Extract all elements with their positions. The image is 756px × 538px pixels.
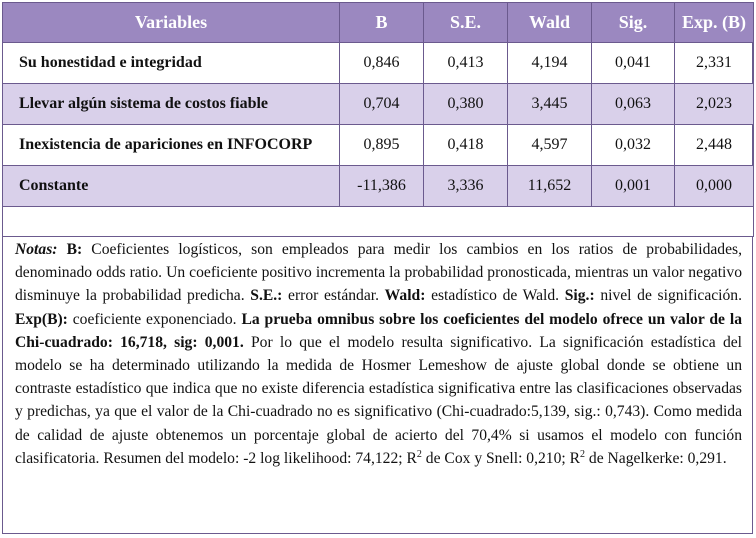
row-variable: Constante [3,166,340,207]
cell-se: 0,413 [424,43,508,84]
table-row [3,84,754,125]
spacer-cell [3,207,754,237]
cell-wald: 3,445 [508,84,592,125]
cell-expb: 2,023 [675,84,754,125]
notes-text-3: estadístico de Wald. [425,287,565,305]
sig-label: Sig.: [564,287,595,305]
omnibus-sentence: La prueba omnibus sobre los coeficientes del modelo ofrece un valor de la Chi-cuadrado: 16,718, sig: 0,001. [15,310,742,351]
expb-label: Exp(B): [15,310,68,328]
cell-expb: 0,000 [675,166,754,207]
cell-se: 0,380 [424,84,508,125]
header-row [3,3,754,43]
b-label: B: [66,241,83,258]
cell-sig: 0,041 [592,43,675,84]
notes-text-8: de Nagelkerke: 0,291. [585,449,727,467]
cell-wald: 4,597 [508,125,592,166]
header-wald: Wald [508,3,592,43]
header-sig: Sig. [592,3,675,43]
cell-b: 0,704 [340,84,424,125]
header-b: B [340,3,424,43]
cell-b: 0,895 [340,125,424,166]
superscript-2: 2 [416,448,422,460]
notes-text-1: Coeficientes logísticos, son empleados para medir los cambios en los ratios de probabilidades, denominado odds ratio. Un coeficiente positivo incrementa la probabilidad pronosticada, mientras un valor negativo disminuye la probabilidad predicha. [15,241,742,305]
cell-sig: 0,001 [592,166,675,207]
wald-label: Wald: [384,287,426,305]
notes-text-4: nivel de significación. [594,287,742,305]
header-variables: Variables [3,3,340,43]
se-label: S.E.: [250,287,283,305]
superscript-2: 2 [580,448,586,460]
cell-b: -11,386 [340,166,424,207]
cell-expb: 2,448 [675,125,754,166]
notes-text-2: error estándar. [282,287,385,305]
cell-se: 3,336 [424,166,508,207]
header-se: S.E. [424,3,508,43]
cell-wald: 11,652 [508,166,592,207]
table-row [3,43,754,84]
notes-paragraph [15,238,742,470]
cell-sig: 0,063 [592,84,675,125]
notes-text-6: Por lo que el modelo resulta significativo. La significación estadística del modelo se ha determinado utilizando la medida de Hosmer Lemeshow de ajuste global donde se obtiene un contraste estadístico que indica que no existe diferencia estadística significativa entre las clasificaciones observadas y predichas, ya que el valor de la Chi-cuadrado no es significativo (Chi-cuadrado:5,139, sig.: 0,743). Como medida de calidad de ajuste obtenemos un porcentaje global de acierto del 70,4% si usamos el modelo con función clasificatoria. Resumen del modelo: -2 log likelihood: 74,122; R [15,333,742,467]
notes-text-7: de Cox y Snell: 0,210; R [421,449,581,467]
cell-se: 0,418 [424,125,508,166]
table-row [3,125,754,166]
cell-wald: 4,194 [508,43,592,84]
spacer-row [3,207,754,237]
notes-text-5: coeficiente exponenciado. [67,310,242,328]
row-variable: Inexistencia de apariciones en INFOCORP [3,125,340,166]
cell-sig: 0,032 [592,125,675,166]
notes-label: Notas: [15,241,58,258]
regression-table [2,2,754,237]
row-variable: Su honestidad e integridad [3,43,340,84]
row-variable: Llevar algún sistema de costos fiable [3,84,340,125]
header-expb: Exp. (B) [675,3,754,43]
cell-b: 0,846 [340,43,424,84]
table-row [3,166,754,207]
cell-expb: 2,331 [675,43,754,84]
